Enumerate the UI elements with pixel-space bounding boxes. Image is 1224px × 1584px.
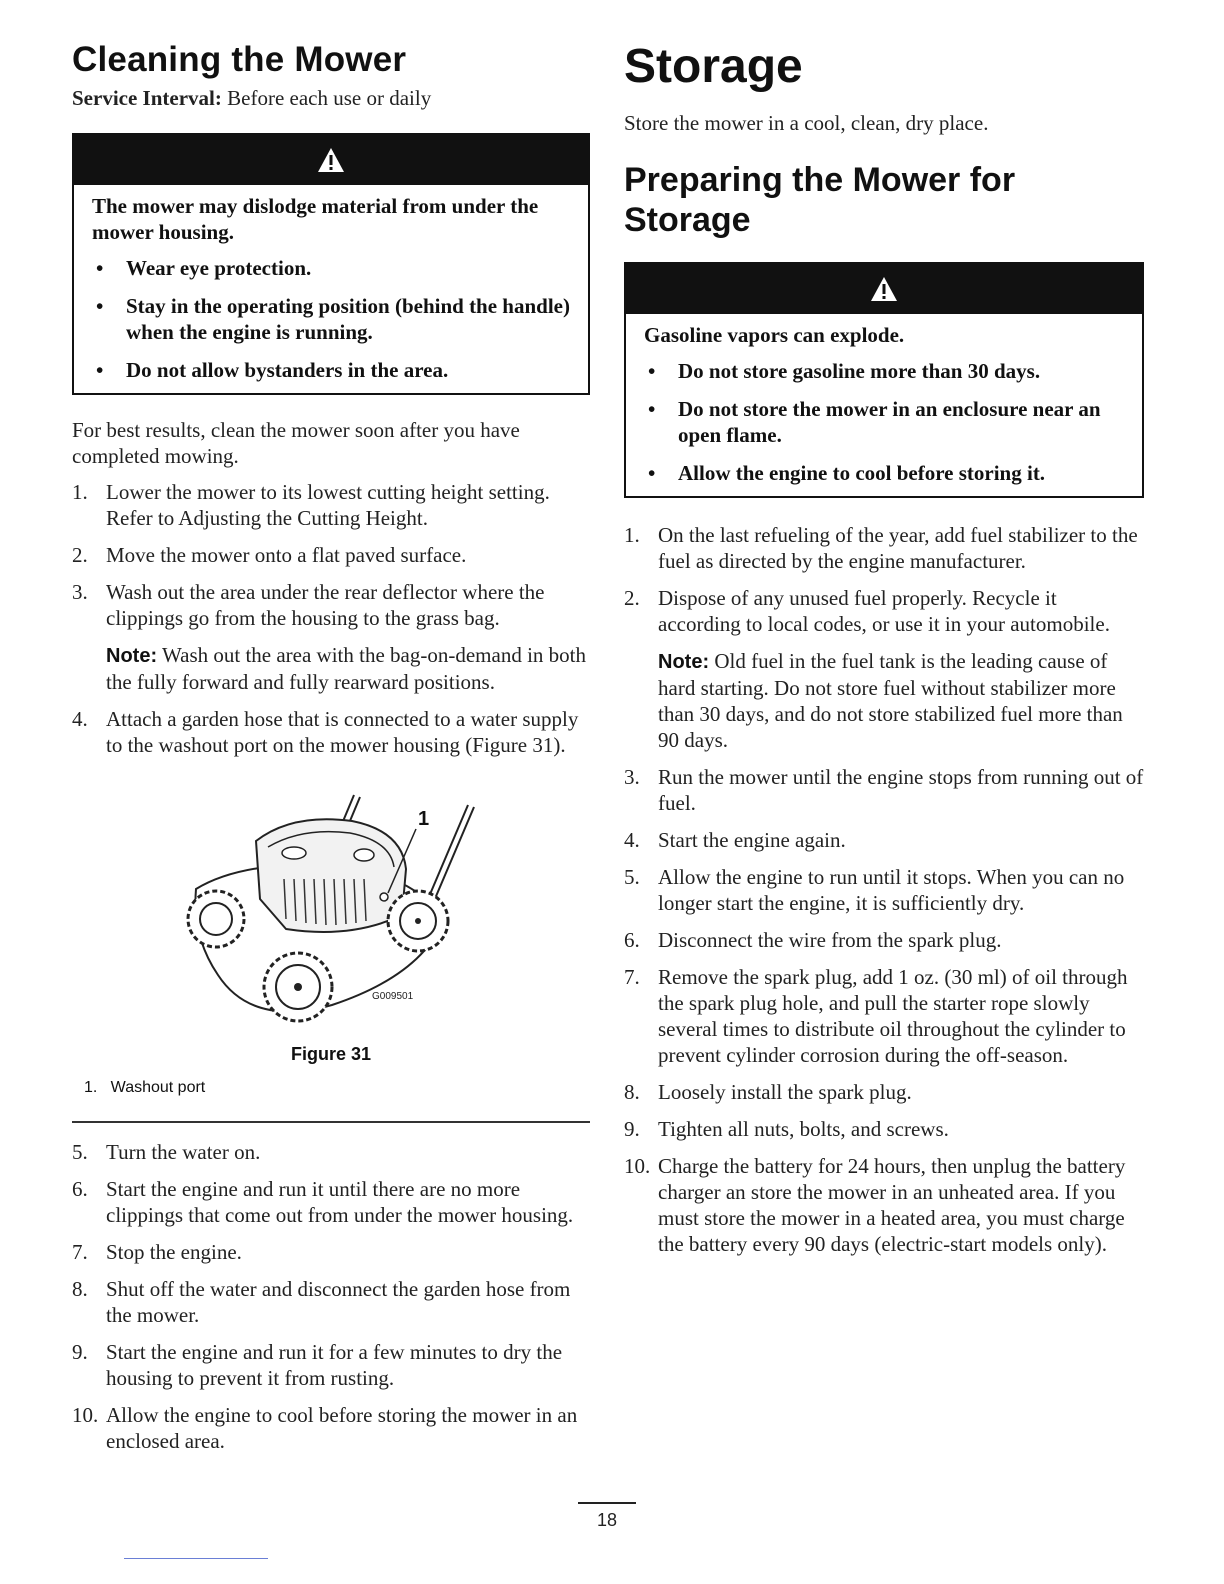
service-interval <box>72 86 590 111</box>
step-item: 4. Start the engine again. <box>624 828 846 852</box>
step-item: 8. Loosely install the spark plug. <box>624 1080 912 1104</box>
warning-bullets <box>644 358 1126 486</box>
warning-bullet: • Do not store the mower in an enclosure near an open flame. <box>648 397 1101 447</box>
cleaning-steps-b <box>72 1139 590 1454</box>
storage-intro: Store the mower in a cool, clean, dry place. <box>624 111 989 135</box>
warning-triangle-icon <box>316 146 346 174</box>
step-item: 9. Tighten all nuts, bolts, and screws. <box>624 1117 949 1141</box>
warning-box-storage <box>624 262 1144 498</box>
storage-steps-b <box>624 764 1144 1257</box>
divider-rule <box>72 1121 590 1123</box>
footer-line <box>124 1558 268 1559</box>
warning-bullet: • Do not store gasoline more than 30 days. <box>648 359 1041 383</box>
note-label: Note: <box>658 651 710 673</box>
note-cleaning <box>72 642 590 695</box>
step-item: 7. Remove the spark plug, add 1 oz. (30 ml) of oil through the spark plug hole, and pull the starter rope slowly several times to distribute oil throughout the cylinder to prevent cylinder corrosion during the off-season. <box>624 965 1128 1067</box>
left-column <box>72 40 590 1465</box>
section-title-cleaning: Cleaning the Mower <box>72 40 407 79</box>
warning-body <box>626 314 1142 496</box>
warning-bullet: • Wear eye protection. <box>96 256 312 280</box>
step-item: 5. Turn the water on. <box>72 1140 261 1164</box>
figure-code: G009501 <box>372 991 414 1002</box>
warning-triangle-icon <box>869 275 899 303</box>
step-item: 6. Disconnect the wire from the spark plug. <box>624 928 1002 952</box>
service-interval-label: Service Interval: <box>72 86 222 110</box>
mower-illustration <box>72 769 590 1039</box>
note-storage <box>624 648 1144 753</box>
note-text: Old fuel in the fuel tank is the leading cause of hard starting. Do not store fuel without stabilizer more than 30 days, and do not store stabilized fuel more than 90 days. <box>658 649 1123 752</box>
warning-bullet: • Do not allow bystanders in the area. <box>96 358 449 382</box>
warning-lead: The mower may dislodge material from under the mower housing. <box>92 194 539 244</box>
step-item: 7. Stop the engine. <box>72 1240 242 1264</box>
warning-lead: Gasoline vapors can explode. <box>644 323 905 347</box>
step-item: 8. Shut off the water and disconnect the garden hose from the mower. <box>72 1277 571 1327</box>
warning-header <box>74 135 588 185</box>
warning-body <box>74 185 588 393</box>
warning-bullets <box>92 255 572 383</box>
step-item: 4. Attach a garden hose that is connected to a water supply to the washout port on the mower housing (Figure 31). <box>72 707 579 757</box>
step-item: 10. Charge the battery for 24 hours, then unplug the battery charger an store the mower in an unheated area. If you must store the mower in a heated area, you must charge the battery every 90 days (electric-start models only). <box>624 1154 1126 1256</box>
figure-31 <box>72 769 590 1069</box>
step-item: 10. Allow the engine to cool before storing the mower in an enclosed area. <box>72 1403 578 1453</box>
service-interval-value: Before each use or daily <box>227 86 432 110</box>
page-number: 18 <box>578 1502 636 1531</box>
warning-box-cleaning <box>72 133 590 395</box>
figure-caption: Figure 31 <box>290 1044 372 1064</box>
step-item: 1. Lower the mower to its lowest cutting height setting. Refer to Adjusting the Cutting Height. <box>72 480 550 530</box>
subsection-title-preparing: Preparing the Mower for Storage <box>624 161 1016 239</box>
cleaning-steps-a <box>72 479 590 631</box>
figure-callout: 1 <box>418 808 430 830</box>
step-item: 6. Start the engine and run it until there are no more clippings that come out from under the mower housing. <box>72 1177 574 1227</box>
warning-bullet: • Stay in the operating position (behind the handle) when the engine is running. <box>96 294 570 344</box>
step-item: 3. Run the mower until the engine stops from running out of fuel. <box>624 765 1144 815</box>
section-title-storage: Storage <box>624 40 803 93</box>
step-item: 5. Allow the engine to run until it stops. When you can no longer start the engine, it is sufficiently dry. <box>624 865 1125 915</box>
warning-header <box>626 264 1142 314</box>
note-text: Wash out the area with the bag-on-demand in both the fully forward and fully rearward positions. <box>106 643 587 694</box>
storage-steps-a <box>624 522 1144 637</box>
step-item: 2. Dispose of any unused fuel properly. Recycle it according to local codes, or use it in your automobile. <box>624 586 1110 636</box>
cleaning-step-4 <box>72 706 590 758</box>
figure-legend: 1. Washout port <box>84 1079 206 1096</box>
step-item: 9. Start the engine and run it for a few minutes to dry the housing to prevent it from rusting. <box>72 1340 563 1390</box>
step-item: 2. Move the mower onto a flat paved surface. <box>72 543 467 567</box>
step-item: 3. Wash out the area under the rear deflector where the clippings go from the housing to the grass bag. <box>72 580 545 630</box>
right-column <box>624 40 1144 1268</box>
warning-bullet: • Allow the engine to cool before storing it. <box>648 461 1046 485</box>
cleaning-intro: For best results, clean the mower soon after you have completed mowing. <box>72 418 520 468</box>
note-label: Note: <box>106 645 158 667</box>
step-item: 1. On the last refueling of the year, add fuel stabilizer to the fuel as directed by the engine manufacturer. <box>624 523 1138 573</box>
